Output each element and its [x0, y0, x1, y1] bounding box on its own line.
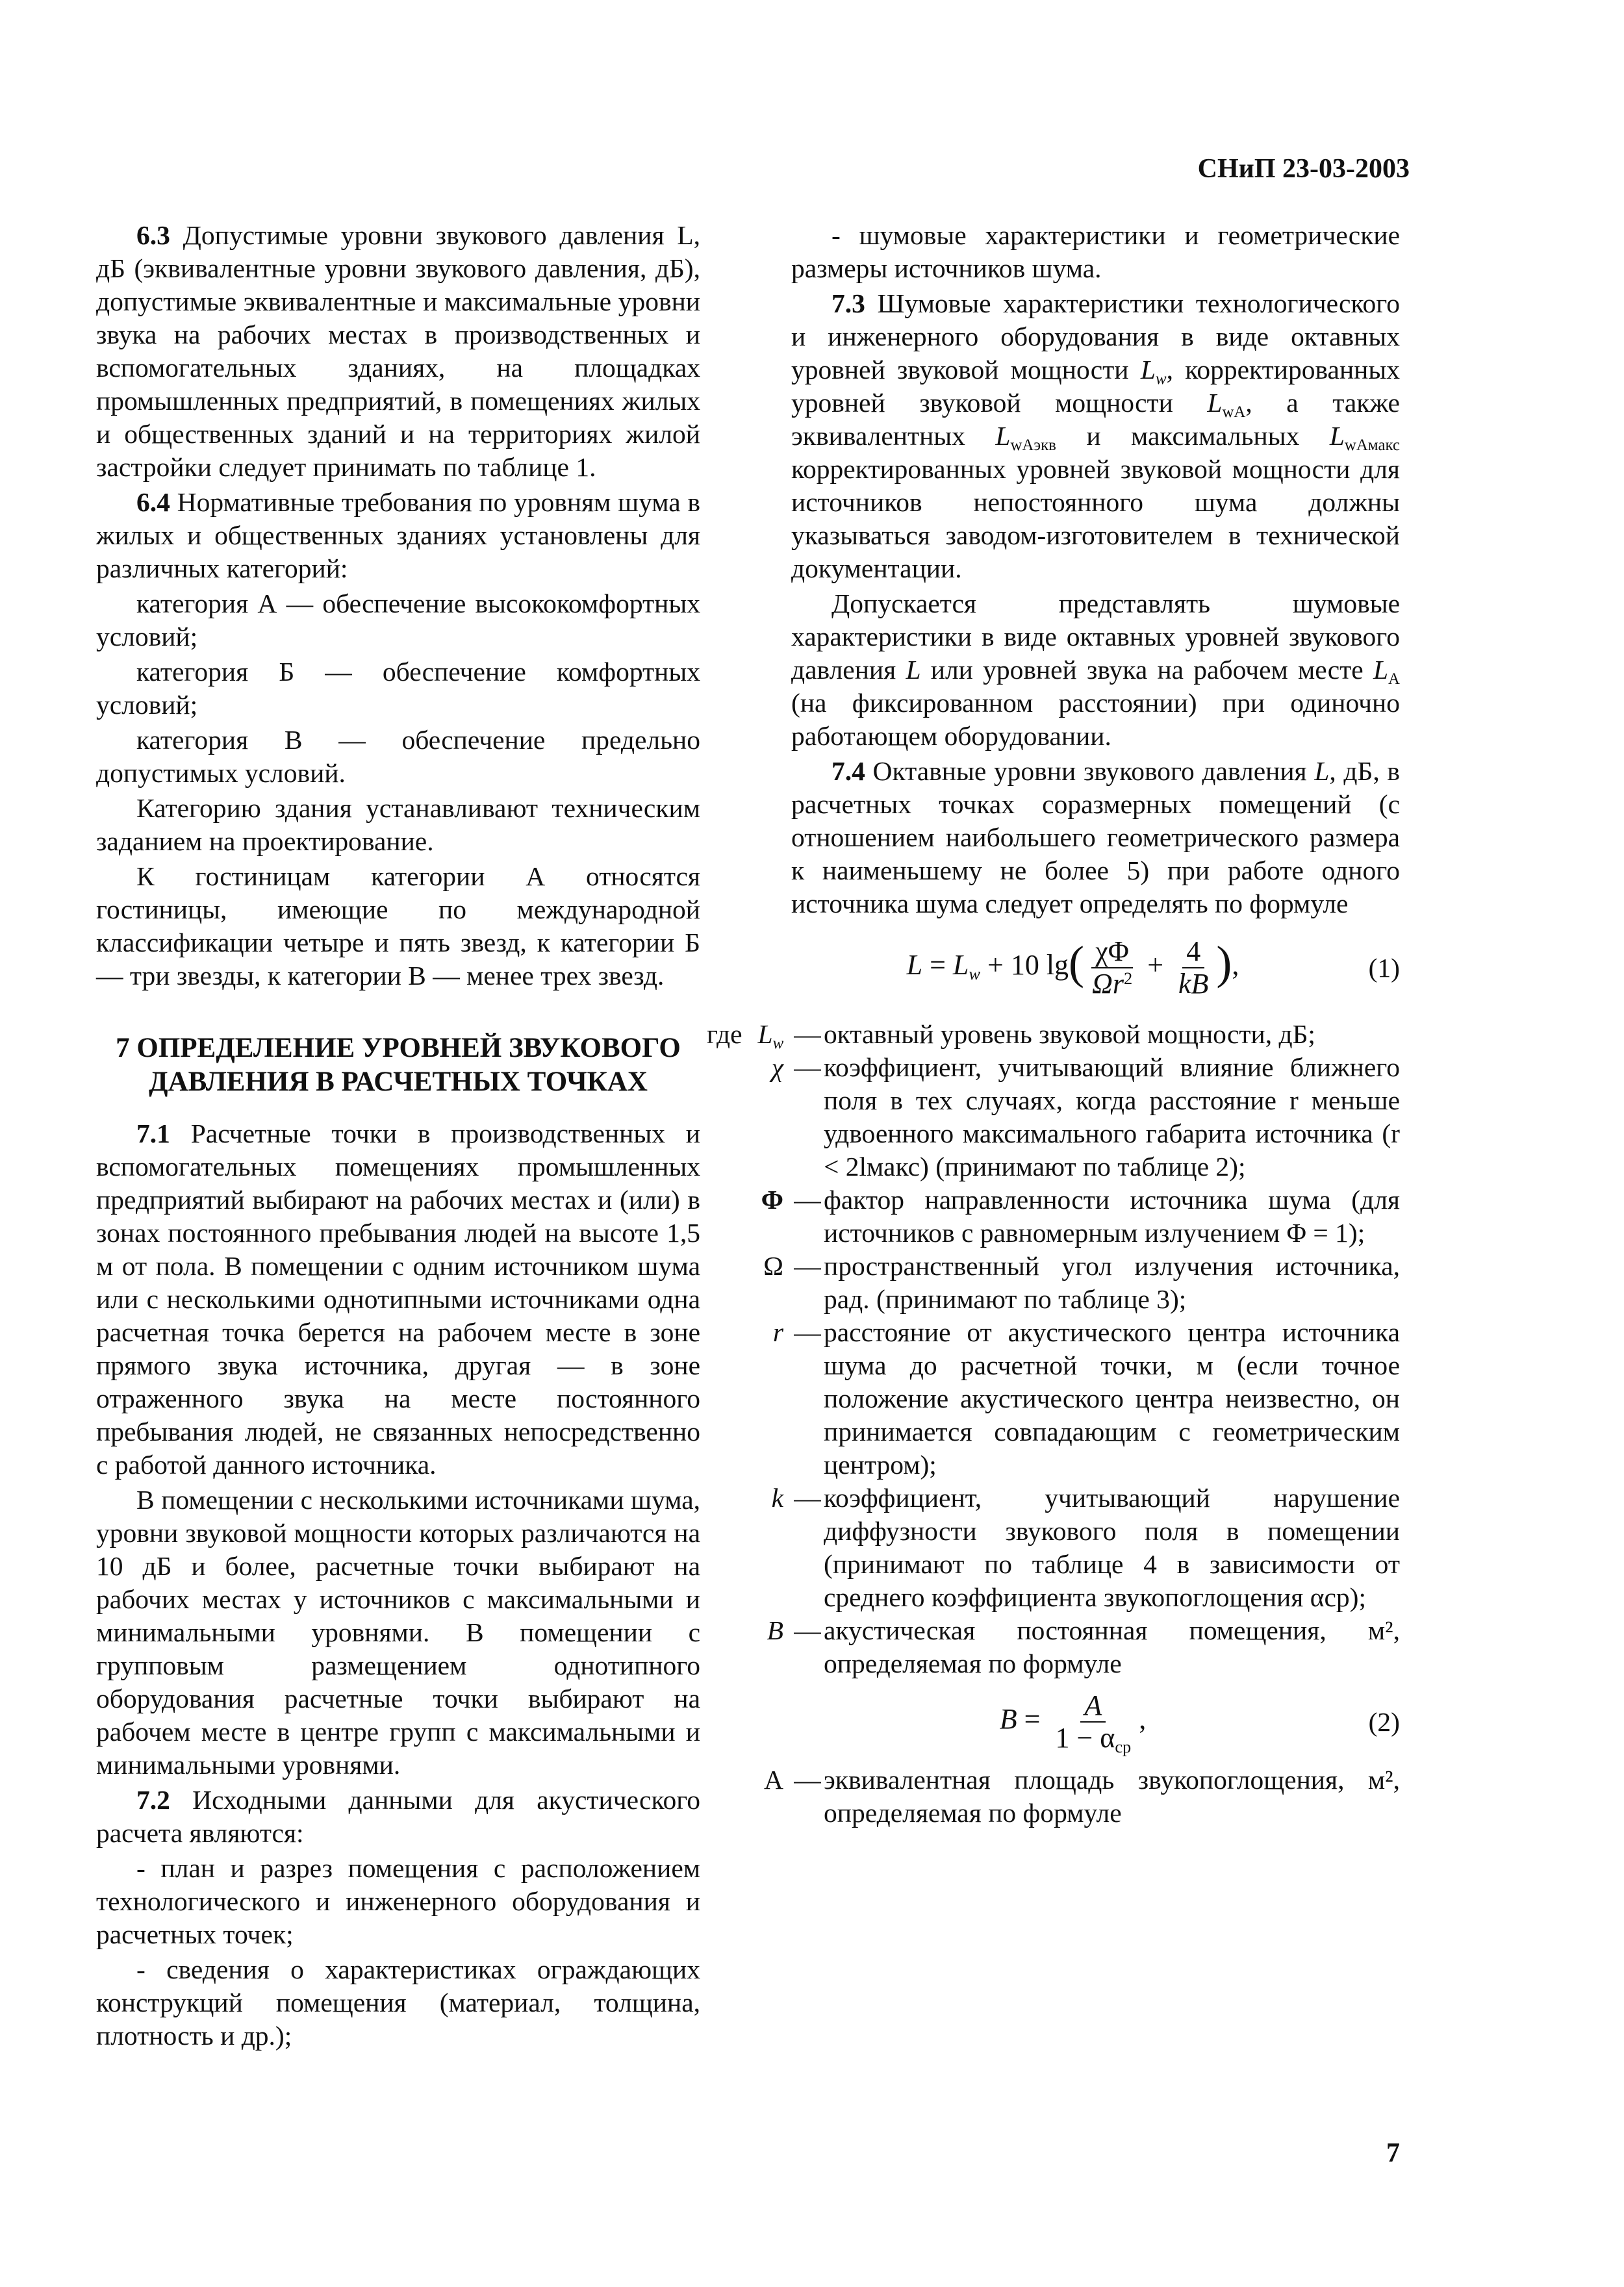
formula-2 — [791, 1689, 1400, 1754]
clause-number: 7.4 — [831, 756, 865, 786]
category-a: категория А — обеспечение высококомфортных условий; — [96, 588, 700, 651]
paragraph-7-3: 7.3 Шумовые характеристики технологического и инженерного оборудования в виде октавных уровней звуковой мощности $L_w$, корректированных уровней звуковой мощности $L_{wA}$, а также эквивалентных $L_{wAэкв}$ и максимальных $L_{wAмакс}$ корректированных уровней звуковой мощности для источников непостоянного шума должны указываться заводом-изготовителем в технической документации. — [791, 288, 1401, 583]
definition-item: Ω — пространственный угол излучения источника, рад. (принимают по таблице 3); — [707, 1250, 1400, 1316]
clause-number: 7.3 — [831, 288, 865, 318]
definitions-list — [707, 1018, 1400, 1680]
clause-text: Допустимые уровни звукового давления L, дБ (эквивалентные уровни звукового давления, дБ), допустимые эквивалентные и максимальные уровни звука на рабочих местах в производственных и вспомогательных зданиях, на площадках промышленных предприятий, в помещениях жилых и общественных зданий и на территориях жилой застройки следует принимать по таблице 1. — [96, 220, 700, 482]
definition-text: пространственный угол излучения источника, рад. (принимают по таблице 3); — [824, 1251, 1400, 1314]
definition-symbol: Φ — [761, 1185, 783, 1215]
category-note: Категорию здания устанавливают техническим заданием на проектирование. — [96, 793, 700, 856]
definition-item: r — расстояние от акустического центра источника шума до расчетной точки, м (если точное положение акустического центра неизвестно, он принимается совпадающим с геометрическим центром); — [707, 1316, 1400, 1482]
definition-text: эквивалентная площадь звукопоглощения, м², определяемая по формуле — [824, 1765, 1400, 1828]
formula-1-expression: $L = L_w + 10$ lg( $\frac{\chi\Phi}{\Omega r^2}$ + $\frac{4}{kB}$ ), — [906, 935, 1239, 1000]
paragraph-6-4 — [96, 486, 700, 585]
definition-item: A — эквивалентная площадь звукопоглощения, м², определяемая по формуле — [707, 1763, 1400, 1830]
formula-number: (1) — [1368, 952, 1400, 983]
definition-symbol: k — [771, 1483, 783, 1513]
definition-symbol: A — [764, 1765, 783, 1795]
clause-number: 6.3 — [136, 220, 170, 250]
formula-1 — [791, 932, 1400, 1004]
document-code: СНиП 23-03-2003 — [1197, 154, 1410, 184]
clause-text: Нормативные требования по уровням шума в жилых и общественных зданиях установлены для различных категорий: — [96, 487, 700, 583]
left-column — [96, 219, 700, 2054]
definitions-list-2 — [707, 1763, 1400, 1830]
definition-symbol: r — [772, 1317, 783, 1347]
paragraph-7-1-b: В помещении с несколькими источниками шума, уровни звуковой мощности которых различаются на 10 дБ и более, расчетные точки выбирают на рабочих местах у источников с максимальными и минимальными уровнями. В помещении с групповым размещением однотипного оборудования расчетные точки выбирают на рабочем месте в центре групп с максимальными и минимальными уровнями. — [96, 1485, 700, 1780]
paragraph-7-3-b: Допускается представлять шумовые характеристики в виде октавных уровней звукового давления L или уровней звука на рабочем месте $L_A$ (на фиксированном расстоянии) при одиночно работающем оборудовании. — [791, 588, 1401, 751]
definition-item: где $L_w$ — октавный уровень звуковой мощности, дБ; — [707, 1018, 1400, 1051]
definition-text: фактор направленности источника шума (для источников с равномерным излучением Φ = 1); — [824, 1185, 1400, 1248]
section-title: 7 ОПРЕДЕЛЕНИЕ УРОВНЕЙ ЗВУКОВОГО ДАВЛЕНИЯ В РАСЧЕТНЫХ ТОЧКАХ — [116, 1033, 681, 1097]
definition-symbol: где $L_w$ — [707, 1019, 784, 1052]
category-b: категория Б — обеспечение комфортных условий; — [96, 657, 700, 720]
definition-symbol: Ω — [763, 1251, 783, 1281]
list-item: - план и разрез помещения с расположением технологического и инженерного оборудования и расчетных точек; — [96, 1853, 700, 1949]
paragraph-7-2 — [96, 1784, 700, 1850]
hotels-paragraph: К гостиницам категории А относятся гостиницы, имеющие по международной классификации четыре и пять звезд, к категории Б — три звезды, к категории В — менее трех звезд. — [96, 861, 700, 991]
list-item: - сведения о характеристиках ограждающих конструкций помещения (материал, толщина, плотность и др.); — [96, 1954, 700, 2051]
clause-number: 6.4 — [136, 487, 170, 517]
definition-text: октавный уровень звуковой мощности, дБ; — [824, 1019, 1315, 1049]
definition-symbol: B — [767, 1615, 783, 1645]
definition-text: коэффициент, учитывающий нарушение диффузности звукового поля в помещении (принимают по таблице 4 в зависимости от среднего коэффициента звукопоглощения αср); — [824, 1483, 1400, 1612]
formula-2-expression: B = $\frac{A}{1 - \alpha_{ср}}$ , — [999, 1689, 1147, 1756]
clause-text: Исходными данными для акустического расчета являются: — [96, 1785, 700, 1848]
clause-number: 7.2 — [136, 1785, 170, 1815]
clause-number: 7.1 — [136, 1118, 170, 1148]
definition-item: χ — коэффициент, учитывающий влияние ближнего поля в тех случаях, когда расстояние r меньше удвоенного максимального габарита источника (r < 2lмакс) (принимают по таблице 2); — [707, 1051, 1400, 1183]
definition-symbol: χ — [771, 1052, 783, 1082]
definition-item: B — акустическая постоянная помещения, м², определяемая по формуле — [707, 1614, 1400, 1680]
clause-text: Расчетные точки в производственных и вспомогательных помещениях промышленных предприятий выбирают на рабочих местах и (или) в зонах постоянного пребывания людей на высоте 1,5 м от пола. В помещении с одним источником шума или с несколькими однотипными источниками одна расчетная точка берется на рабочем месте в зоне прямого звука источника, другая — в зоне отраженного звука на месте постоянного пребывания людей, не связанных непосредственно с работой данного источника. — [96, 1118, 700, 1480]
definition-item: Φ — фактор направленности источника шума (для источников с равномерным излучением Φ = 1); — [707, 1183, 1400, 1250]
definition-item: k — коэффициент, учитывающий нарушение диффузности звукового поля в помещении (принимают по таблице 4 в зависимости от среднего коэффициента звукопоглощения αср); — [707, 1482, 1400, 1614]
paragraph-7-4: 7.4 Октавные уровни звукового давления L, дБ, в расчетных точках соразмерных помещений (с отношением наибольшего геометрического размера к наименьшему не более 5) при работе одного источника шума следует определять по формуле — [791, 756, 1400, 918]
category-v: категория В — обеспечение предельно допустимых условий. — [96, 725, 700, 788]
page-number: 7 — [1386, 2138, 1400, 2168]
definition-text: коэффициент, учитывающий влияние ближнего поля в тех случаях, когда расстояние r меньше удвоенного максимального габарита источника (r < 2lмакс) (принимают по таблице 2); — [824, 1052, 1400, 1181]
right-column — [707, 219, 1401, 1830]
definition-text: акустическая постоянная помещения, м², определяемая по формуле — [824, 1615, 1400, 1678]
formula-number: (2) — [1368, 1706, 1400, 1737]
where-label: где — [707, 1019, 742, 1049]
paragraph-7-1 — [96, 1117, 700, 1482]
definition-text: расстояние от акустического центра источника шума до расчетной точки, м (если точное положение акустического центра неизвестно, он принимается совпадающим с геометрическим центром); — [824, 1317, 1400, 1480]
list-item: - шумовые характеристики и геометрические размеры источников шума. — [791, 220, 1400, 283]
paragraph-6-3 — [96, 219, 700, 484]
